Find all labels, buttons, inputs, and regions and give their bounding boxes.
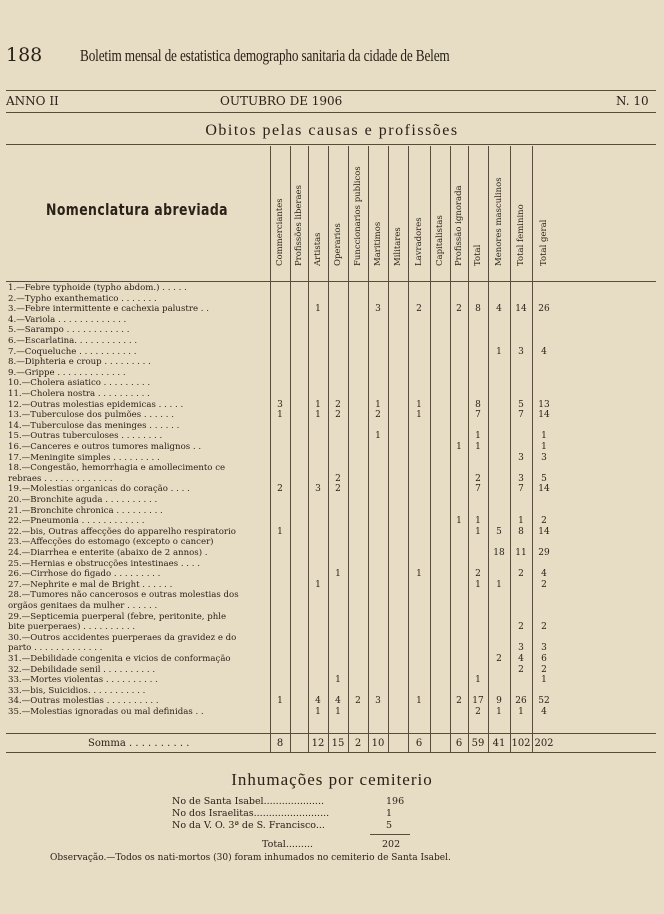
- page-number: 188: [6, 44, 43, 66]
- table-cell: 7: [475, 484, 481, 495]
- observation-note: Observação.—Todos os nati-mortos (30) foram inhumados no cemiterio de Santa Isabel.: [50, 853, 451, 863]
- table-row-label: 35.—Molestias ignoradas ou mal definidas . .: [8, 707, 204, 717]
- table-cell: 1: [475, 526, 481, 537]
- inhumacao-label: No da V. O. 3ª de S. Francisco...: [172, 820, 325, 831]
- row-header: Nomenclatura abreviada: [46, 200, 228, 219]
- table-row-label: 23.—Affecções do estomago (excepto o cancer): [8, 537, 214, 548]
- column-header-label: Total feminino: [516, 204, 526, 266]
- inhumacao-value: 196: [386, 796, 405, 807]
- sum-cell: 12: [311, 738, 325, 749]
- table-cell: 7: [518, 410, 524, 421]
- table-cell: 1: [277, 410, 283, 421]
- table-cell: 1: [315, 399, 321, 410]
- table-cell: 3: [518, 643, 524, 654]
- table-cell: 4: [541, 707, 547, 717]
- table-cell: 7: [518, 484, 524, 495]
- column-header-label: Operarios: [333, 223, 343, 266]
- column-rule: [270, 146, 271, 752]
- issue-month: OUTUBRO DE 1906: [220, 94, 343, 108]
- column-rule: [450, 146, 451, 752]
- table-cell: 52: [538, 696, 550, 707]
- total-rule: [370, 834, 410, 835]
- table-cell: 14: [538, 526, 550, 537]
- table-cell: 1: [416, 569, 422, 580]
- table-cell: 3: [541, 452, 547, 463]
- column-rule: [348, 146, 349, 752]
- table-cell: 11: [515, 548, 527, 558]
- table-cell: 2: [541, 579, 547, 590]
- column-rule: [408, 146, 409, 752]
- table-row-label: 20.—Bronchite aguda . . . . . . . . . .: [8, 495, 158, 505]
- table-cell: 1: [335, 675, 341, 686]
- table-cell: 17: [472, 696, 484, 707]
- table-cell: 2: [518, 622, 524, 633]
- table-cell: 1: [335, 707, 341, 717]
- inhumacao-value: 5: [386, 820, 393, 831]
- table-cell: 1: [518, 707, 524, 717]
- table-cell: 4: [335, 696, 341, 707]
- table-row-label: 4.—Variola . . . . . . . . . . . . .: [8, 314, 127, 325]
- column-header: [532, 146, 556, 280]
- table-cell: 3: [541, 643, 547, 654]
- inhumacao-label: No de Santa Isabel....................: [172, 796, 324, 807]
- table-cell: 2: [277, 484, 283, 495]
- table-cell: 1: [315, 304, 321, 315]
- column-header: [368, 146, 388, 280]
- rule-top: [6, 90, 656, 91]
- table-row-label: 9.—Grippe . . . . . . . . . . . . .: [8, 367, 126, 378]
- table-cell: 1: [456, 516, 462, 527]
- table-cell: 9: [496, 696, 502, 707]
- table-cell: 5: [496, 526, 502, 537]
- table-cell: 4: [315, 696, 321, 707]
- table-cell: 2: [475, 473, 481, 484]
- table-cell: 8: [475, 399, 481, 410]
- sum-cell: 2: [354, 738, 362, 749]
- table-row-label: 6.—Escarlatina. . . . . . . . . . . .: [8, 336, 138, 346]
- table-cell: 1: [496, 346, 502, 357]
- sum-label: Somma . . . . . . . . . .: [88, 738, 190, 749]
- table-row-label: 27.—Nephrite e mal de Bright . . . . . .: [8, 579, 173, 590]
- table-cell: 5: [541, 473, 547, 484]
- column-header-label: Total geral: [539, 219, 549, 266]
- table-cell: 1: [541, 442, 547, 452]
- table-cell: 3: [375, 304, 381, 315]
- table-cell: 1: [335, 569, 341, 580]
- table-cell: 3: [518, 346, 524, 357]
- table-cell: 2: [416, 304, 422, 315]
- table-cell: 1: [518, 516, 524, 527]
- table-row-label: 26.—Cirrhose do figado . . . . . . . . .: [8, 569, 161, 580]
- sum-cell: 8: [276, 738, 284, 749]
- table-top-rule: [6, 144, 656, 145]
- table-row-label: 33.—Mortes violentas . . . . . . . . . .: [8, 675, 158, 686]
- table-row-label: parto . . . . . . . . . . . . .: [8, 643, 103, 654]
- table-row-label: 32.—Debilidade senil . . . . . . . . . .: [8, 664, 156, 675]
- column-header: [430, 146, 450, 280]
- issue-year: ANNO II: [6, 94, 59, 108]
- table-cell: 4: [496, 304, 502, 315]
- column-header-label: Profissão ignorada: [454, 185, 464, 266]
- table-row-label: 1.—Febre typhoide (typho abdom.) . . . . .: [8, 283, 187, 293]
- column-rule: [328, 146, 329, 752]
- table-cell: 7: [475, 410, 481, 421]
- table-cell: 2: [335, 484, 341, 495]
- column-header: [308, 146, 328, 280]
- table-cell: 1: [475, 516, 481, 527]
- column-header: [450, 146, 468, 280]
- table-row-label: 28.—Tumores não cancerosos e outras molestias dos: [8, 590, 239, 601]
- table-cell: 1: [496, 579, 502, 590]
- table-cell: 2: [456, 304, 462, 315]
- column-header: [270, 146, 290, 280]
- table-cell: 8: [475, 304, 481, 315]
- table-cell: 2: [541, 516, 547, 527]
- column-header-label: Funccionarios publicos: [353, 166, 363, 266]
- column-rule: [308, 146, 309, 752]
- table-row-label: 17.—Meningite simples . . . . . . . . .: [8, 452, 160, 463]
- table-cell: 2: [475, 569, 481, 580]
- table-cell: 26: [515, 696, 527, 707]
- table-cell: 6: [541, 654, 547, 664]
- table-cell: 29: [538, 548, 550, 558]
- table-cell: 3: [277, 399, 283, 410]
- table-row-label: 30.—Outros accidentes puerperaes da gravidez e do: [8, 632, 237, 643]
- table-cell: 18: [493, 548, 505, 558]
- table-bottom-rule: [6, 752, 656, 753]
- column-header: [388, 146, 408, 280]
- sum-cell: 6: [455, 738, 463, 749]
- table-row-label: 15.—Outras tuberculoses . . . . . . . .: [8, 431, 163, 442]
- running-head: [0, 44, 664, 70]
- table-cell: 26: [538, 304, 550, 315]
- table-cell: 8: [518, 526, 524, 537]
- table-cell: 1: [315, 707, 321, 717]
- column-header-label: Commerciantes: [275, 198, 285, 266]
- sum-cell: 41: [492, 738, 506, 749]
- column-header: [290, 146, 308, 280]
- issue-number: N. 10: [616, 94, 649, 108]
- table-row-label: 24.—Diarrhea e enterite (abaixo de 2 annos) .: [8, 548, 208, 558]
- table-cell: 1: [277, 526, 283, 537]
- column-header: [348, 146, 368, 280]
- table-cell: 14: [515, 304, 527, 315]
- inhumacao-total-label: Total.........: [262, 839, 314, 850]
- table-row-label: 34.—Outras molestias . . . . . . . . . .: [8, 696, 159, 707]
- table-row-label: 22.—Pneumonia . . . . . . . . . . . .: [8, 516, 145, 527]
- table-cell: 14: [538, 410, 550, 421]
- sum-cell: 102: [511, 738, 531, 749]
- table-row-label: 21.—Bronchite chronica . . . . . . . . .: [8, 505, 163, 516]
- table-cell: 2: [518, 664, 524, 675]
- table-row-label: rebraes . . . . . . . . . . . . .: [8, 473, 113, 484]
- table-cell: 2: [335, 473, 341, 484]
- column-header-label: Menores masculinos: [494, 177, 504, 266]
- issue-line: [6, 94, 656, 112]
- column-header: [468, 146, 488, 280]
- table-cell: 3: [375, 696, 381, 707]
- column-rule: [468, 146, 469, 752]
- column-rule: [532, 146, 533, 752]
- table-cell: 1: [315, 579, 321, 590]
- table-cell: 2: [541, 664, 547, 675]
- table-row-label: 2.—Typho exanthematico . . . . . . .: [8, 293, 157, 304]
- inhumacoes-title: Inhumações por cemiterio: [231, 770, 433, 789]
- table-cell: 2: [475, 707, 481, 717]
- column-header-label: Lavradores: [414, 217, 424, 266]
- sum-cell: 15: [331, 738, 345, 749]
- column-header: [510, 146, 532, 280]
- rule-issue: [6, 112, 656, 113]
- inhumacao-value: 1: [386, 808, 393, 819]
- table-row-label: 22.—bis, Outras affecções do apparelho respiratorio: [8, 526, 236, 537]
- table-cell: 1: [416, 410, 422, 421]
- table-cell: 1: [375, 431, 381, 442]
- table-cell: 1: [475, 675, 481, 686]
- column-rule: [488, 146, 489, 752]
- table-row-label: 16.—Canceres e outros tumores malignos . .: [8, 442, 202, 452]
- table-row-label: 5.—Sarampo . . . . . . . . . . . .: [8, 325, 130, 336]
- sum-cell: 10: [371, 738, 385, 749]
- table-row-label: 29.—Septicemia puerperal (febre, peritonite, phle: [8, 611, 227, 622]
- table-row-label: 10.—Cholera asiatico . . . . . . . . .: [8, 378, 151, 389]
- column-header-label: Artistas: [313, 232, 323, 266]
- table-cell: 1: [475, 579, 481, 590]
- journal-title: Boletim mensal de estatistica demographo sanitaria da cidade de Belem: [80, 46, 450, 65]
- column-header-label: Profissões liberaes: [294, 185, 304, 266]
- table-row-label: 33.—bis, Suicidios. . . . . . . . . . .: [8, 685, 146, 696]
- column-header: [328, 146, 348, 280]
- column-rule: [430, 146, 431, 752]
- table-cell: 2: [335, 399, 341, 410]
- table-cell: 1: [475, 442, 481, 452]
- table-cell: 2: [335, 410, 341, 421]
- column-header-label: Total: [473, 244, 483, 266]
- table-cell: 2: [355, 696, 361, 707]
- table-cell: 3: [518, 452, 524, 463]
- table-cell: 1: [315, 410, 321, 421]
- inhumacao-total-value: 202: [382, 839, 401, 850]
- table-cell: 2: [518, 569, 524, 580]
- column-rule: [368, 146, 369, 752]
- table-cell: 14: [538, 484, 550, 495]
- table-cell: 1: [541, 431, 547, 442]
- table-cell: 1: [277, 696, 283, 707]
- column-rule: [510, 146, 511, 752]
- inhumacao-label: No dos Israelitas.........................: [172, 808, 330, 819]
- table-cell: 1: [416, 696, 422, 707]
- table-title: Obitos pelas causas e profissões: [205, 122, 459, 139]
- table-row-label: 8.—Diphteria e croup . . . . . . . . .: [8, 357, 151, 368]
- table-row-label: orgãos genitaes da mulher . . . . . .: [8, 601, 158, 611]
- table-cell: 3: [518, 473, 524, 484]
- column-header: [488, 146, 510, 280]
- sum-cell: 6: [415, 738, 423, 749]
- table-cell: 2: [456, 696, 462, 707]
- sum-top-rule: [6, 733, 656, 734]
- table-cell: 3: [315, 484, 321, 495]
- table-row-label: bite puerperaes) . . . . . . . . . .: [8, 622, 136, 633]
- column-header-label: Maritimos: [373, 221, 383, 266]
- table-row-label: 31.—Debilidade congenita e vicios de conformação: [8, 654, 231, 664]
- column-header: [408, 146, 430, 280]
- table-cell: 1: [475, 431, 481, 442]
- column-rule: [290, 146, 291, 752]
- table-row-label: 12.—Outras molestias epidemicas . . . . .: [8, 399, 184, 410]
- header-bottom-rule: [6, 281, 656, 282]
- column-header-label: Militares: [393, 227, 403, 266]
- table-cell: 4: [541, 569, 547, 580]
- table-cell: 1: [375, 399, 381, 410]
- table-row-label: 7.—Coqueluche . . . . . . . . . . .: [8, 346, 137, 357]
- table-row-label: 3.—Febre intermittente e cachexia palustre . .: [8, 304, 209, 315]
- column-rule: [388, 146, 389, 752]
- table-row-label: 13.—Tuberculose dos pulmões . . . . . .: [8, 410, 174, 421]
- table-cell: 2: [541, 622, 547, 633]
- table-cell: 1: [456, 442, 462, 452]
- table-cell: 5: [518, 399, 524, 410]
- sum-cell: 202: [534, 738, 554, 749]
- table-cell: 13: [538, 399, 550, 410]
- table-cell: 2: [496, 654, 502, 664]
- table-cell: 1: [416, 399, 422, 410]
- table-row-label: 19.—Molestias organicas do coração . . . .: [8, 484, 190, 495]
- table-cell: 2: [375, 410, 381, 421]
- table-cell: 1: [541, 675, 547, 686]
- table-row-label: 14.—Tuberculose das meninges . . . . . .: [8, 420, 180, 431]
- table-row-label: 18.—Congestão, hemorrhagia e amollecimento ce: [8, 463, 226, 474]
- table-cell: 1: [496, 707, 502, 717]
- table-row-label: 25.—Hernias e obstrucções intestinaes . . . .: [8, 558, 200, 569]
- table-row-label: 11.—Cholera nostra . . . . . . . . . .: [8, 389, 150, 399]
- column-header-label: Capitalistas: [435, 215, 445, 266]
- sum-cell: 59: [471, 738, 485, 749]
- table-cell: 4: [541, 346, 547, 357]
- table-cell: 4: [518, 654, 524, 664]
